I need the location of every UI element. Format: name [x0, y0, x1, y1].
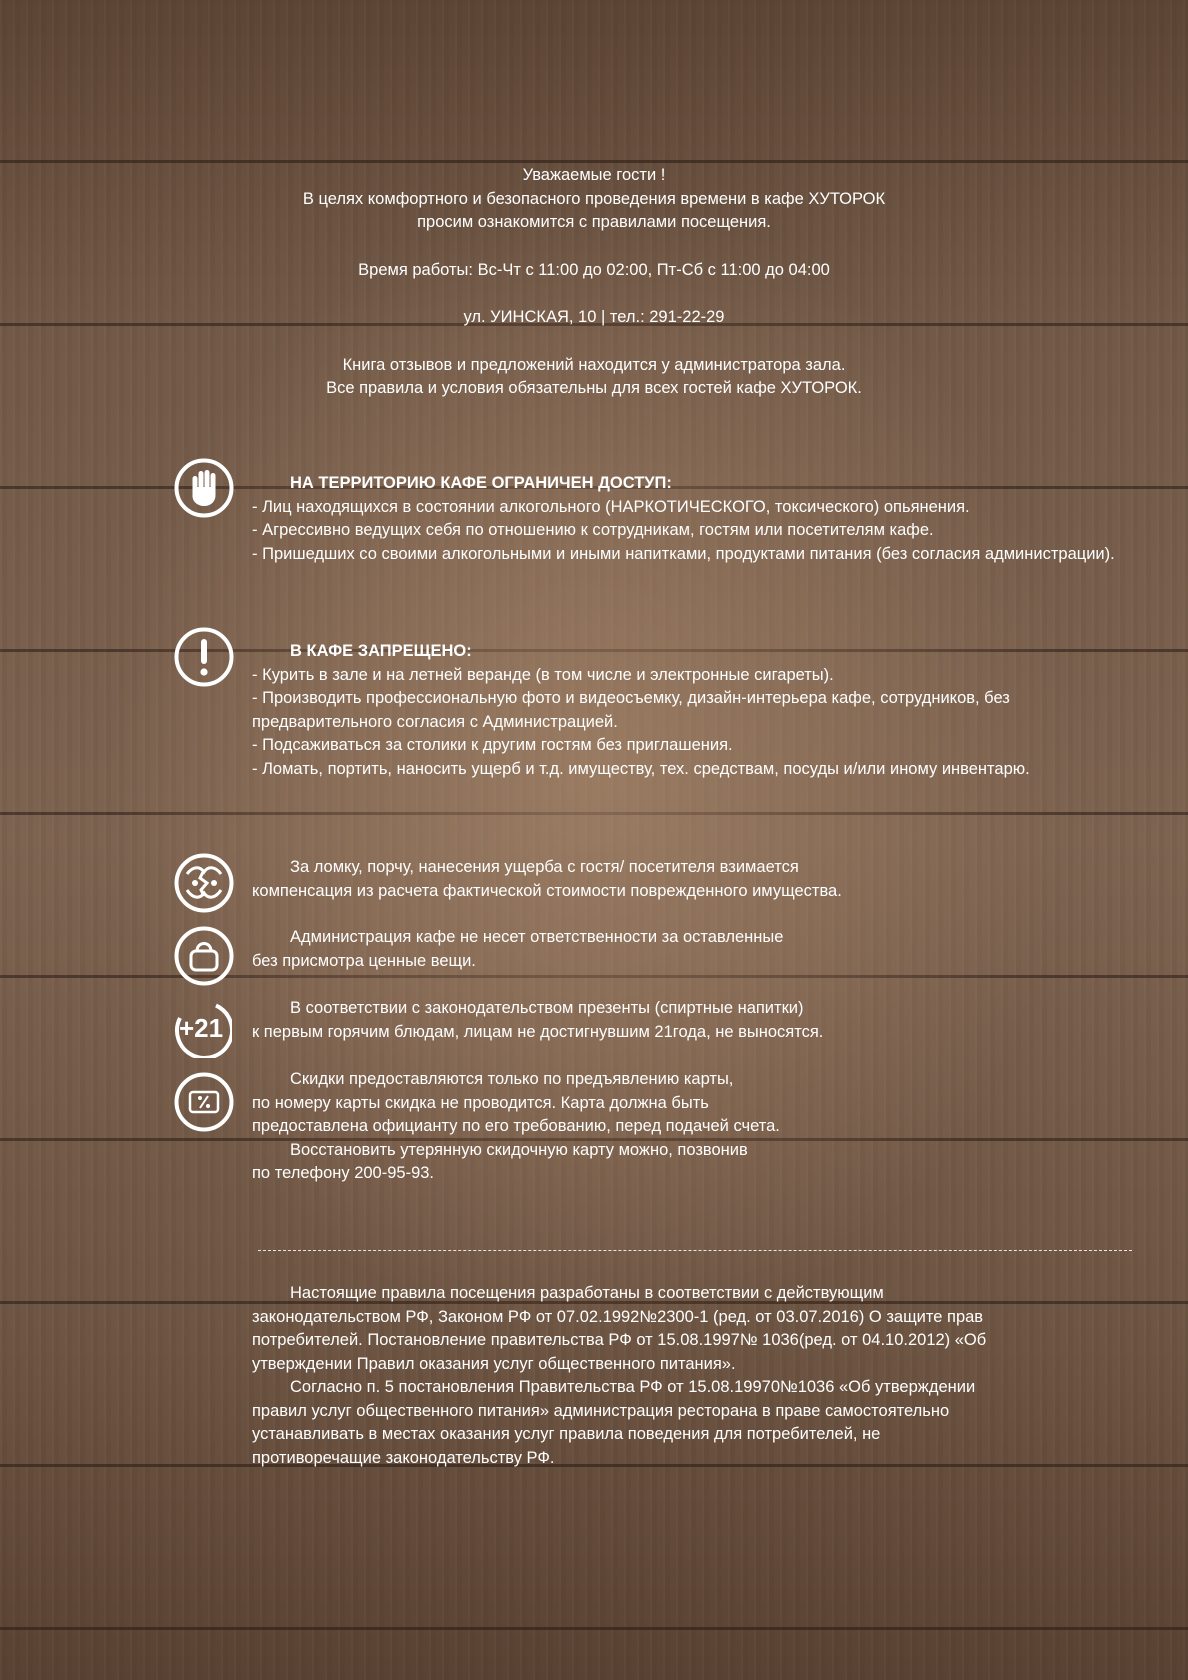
- section-heading: НА ТЕРРИТОРИЮ КАФЕ ОГРАНИЧЕН ДОСТУП:: [290, 474, 672, 492]
- info-line: без присмотра ценные вещи.: [252, 951, 476, 970]
- info-line: В соответствии с законодательством презенты (спиртные напитки): [290, 999, 804, 1017]
- info-line: Администрация кафе не несет ответственности за оставленные: [290, 928, 784, 946]
- info-line: предоставлена официанту по его требованию, перед подачей счета.: [252, 1117, 780, 1135]
- legal-section: [252, 1282, 1132, 1470]
- opening-hours: Время работы: Вс-Чт с 11:00 до 02:00, Пт-Сб с 11:00 до 04:00: [358, 260, 830, 279]
- legal-line: потребителей. Постановление правительства РФ от 15.08.1997№ 1036(ред. от 04.10.2012) «Об: [252, 1331, 987, 1349]
- legal-line: Согласно п. 5 постановления Правительства РФ от 15.08.19970№1036 «Об утверждении: [290, 1378, 976, 1396]
- info-line: к первым горячим блюдам, лицам не достигнувшим 21года, не выносятся.: [252, 1022, 824, 1041]
- info-line: Скидки предоставляются только по предъявлению карты,: [290, 1070, 734, 1088]
- legal-line: Настоящие правила посещения разработаны в соответствии с действующим: [290, 1284, 884, 1302]
- legal-line: противоречащие законодательству РФ.: [252, 1448, 555, 1467]
- address-phone: ул. УИНСКАЯ, 10 | тел.: 291-22-29: [463, 308, 725, 326]
- age-21-icon: [170, 996, 232, 1058]
- section-heading: В КАФЕ ЗАПРЕЩЕНО:: [290, 642, 472, 660]
- intro-line: В целях комфортного и безопасного проведения времени в кафе ХУТОРОК: [302, 189, 886, 208]
- discount-section: [252, 1068, 1132, 1186]
- hand-stop-icon: [173, 457, 235, 519]
- damage-section: [252, 856, 1132, 903]
- legal-line: устанавливать в местах оказания услуг правила поведения для потребителей, не: [252, 1425, 881, 1443]
- legal-line: законодательством РФ, Законом РФ от 07.02.1992№2300-1 (ред. от 03.07.2016) О защите прав: [252, 1307, 984, 1326]
- legal-line: правил услуг общественного питания» администрация ресторана в праве самостоятельно: [252, 1401, 950, 1420]
- rule-item: - Лиц находящихся в состоянии алкогольного (НАРКОТИЧЕСКОГО, токсического) опьянения.: [252, 497, 970, 516]
- info-line: За ломку, порчу, нанесения ущерба с гостя/ посетителя взимается: [290, 858, 799, 876]
- info-line: компенсация из расчета фактической стоимости поврежденного имущества.: [252, 881, 842, 900]
- dashed-divider: [258, 1250, 1132, 1251]
- forbidden-section: [252, 640, 1132, 781]
- age-21-text: +21: [178, 1013, 224, 1043]
- rule-item: - Агрессивно ведущих себя по отношению к сотрудникам, гостям или посетителям кафе.: [252, 521, 934, 539]
- exclamation-icon: [173, 626, 235, 688]
- info-line: Восстановить утерянную скидочную карту можно, позвонив: [290, 1140, 748, 1159]
- info-line: по номеру карты скидка не проводится. Карта должна быть: [252, 1093, 709, 1112]
- feedback-book-note: Книга отзывов и предложений находится у администратора зала.: [342, 355, 846, 374]
- rule-item: - Подсаживаться за столики к другим гостям без приглашения.: [252, 736, 733, 754]
- rule-item: - Производить профессиональную фото и видеосъемку, дизайн-интерьера кафе, сотрудников, без предварительного согласия с Администрацией.: [252, 689, 1010, 731]
- broken-plate-icon: [173, 852, 235, 914]
- rule-item: - Ломать, портить, наносить ущерб и т.д. имуществу, тех. средствам, посуды и/или иному инвентарю.: [252, 759, 1030, 778]
- bag-icon: [173, 925, 235, 987]
- info-line: по телефону 200-95-93.: [252, 1164, 435, 1182]
- greeting: Уважаемые гости !: [522, 166, 666, 184]
- discount-card-icon: [173, 1071, 235, 1133]
- valuables-section: [252, 926, 1132, 973]
- age-section: [252, 997, 1132, 1044]
- mandatory-note: Все правила и условия обязательны для всех гостей кафе ХУТОРОК.: [326, 379, 862, 397]
- intro-block: [0, 164, 1188, 401]
- rule-item: - Пришедших со своими алкогольными и иными напитками, продуктами питания (без согласия администрации).: [252, 544, 1115, 563]
- restricted-access-section: [252, 472, 1132, 566]
- intro-line: просим ознакомится с правилами посещения.: [417, 213, 771, 231]
- legal-line: утверждении Правил оказания услуг общественного питания».: [252, 1354, 736, 1373]
- rule-item: - Курить в зале и на летней веранде (в том числе и электронные сигареты).: [252, 665, 834, 684]
